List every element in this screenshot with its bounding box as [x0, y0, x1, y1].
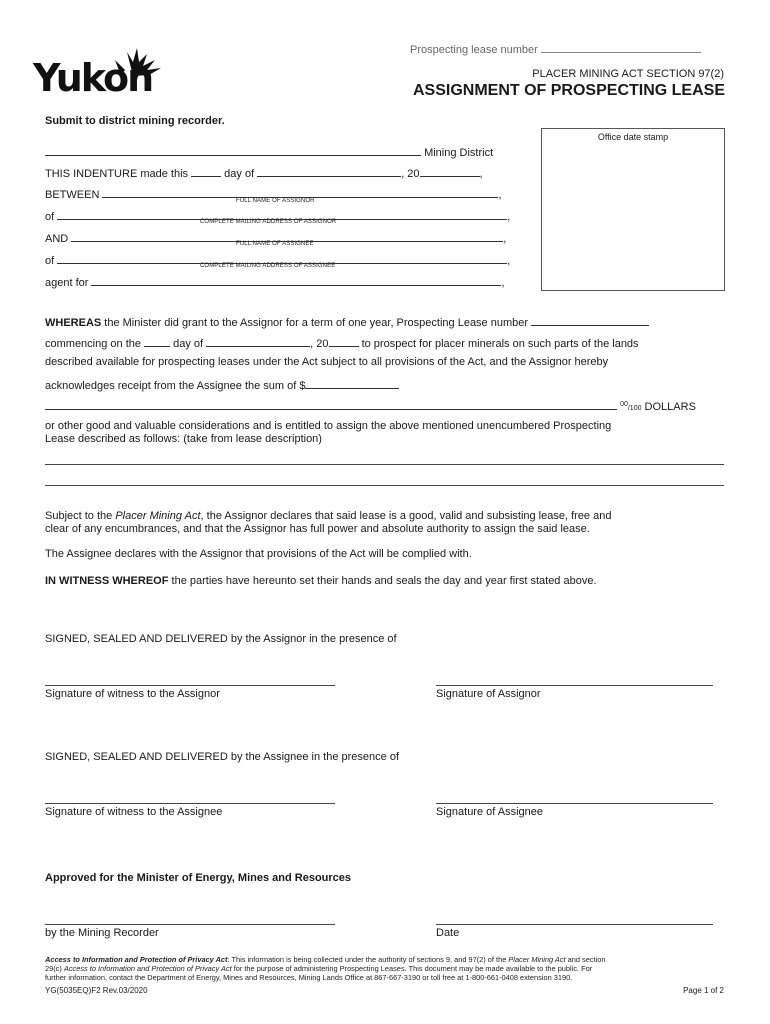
lease-description-line-1[interactable] [45, 464, 724, 465]
whereas-line-1 [45, 314, 649, 329]
subject-pre: Subject to the [45, 510, 113, 522]
assignee-name-caption: FULL NAME OF ASSIGNEE [236, 241, 314, 247]
approval-heading: Approved for the Minister of Energy, Mines and Resources [45, 872, 352, 884]
agent-label: agent for [45, 277, 89, 289]
subject-line-2: clear of any encumbrances, and that the Assignor has full power and absolute authority to assign the said lease. [45, 523, 590, 535]
sum-label: acknowledges receipt from the Assignee the sum of $ [45, 380, 306, 392]
of-label: of [45, 211, 55, 223]
of-label-2: of [45, 255, 55, 267]
act-section: PLACER MINING ACT SECTION 97(2) [532, 68, 724, 80]
yukon-wordmark: Yukon [33, 56, 153, 100]
witness-assignor-signature-line[interactable] [45, 685, 335, 686]
assignor-name-caption: FULL NAME OF ASSIGNOR [236, 198, 315, 204]
whereas-line-6: or other good and valuable considerations and is entitled to assign the above mentioned unencumbered Prospecting [45, 420, 612, 432]
assignor-name-field[interactable] [102, 186, 498, 198]
witness-rest: the parties have hereunto set their hands and seals the day and year first stated above. [171, 575, 597, 587]
yukon-logo [33, 50, 173, 100]
assignor-address-caption: COMPLETE MAILING ADDRESS OF ASSIGNOR [200, 219, 337, 225]
witness-assignor-label: Signature of witness to the Assignor [45, 688, 220, 700]
approval-date-line[interactable] [436, 924, 713, 925]
subject-act: Placer Mining Act [115, 510, 201, 522]
assignor-signature-label: Signature of Assignor [436, 688, 541, 700]
commencing-label: commencing on the [45, 338, 141, 350]
lease-number-row [410, 41, 701, 56]
assignee-address-row: of , [45, 252, 510, 267]
mining-district-row [45, 144, 493, 159]
date-label: Date [436, 927, 460, 939]
whereas-bold: WHEREAS [45, 317, 102, 329]
and-label: AND [45, 233, 69, 245]
assignee-signature-line[interactable] [436, 803, 713, 804]
office-date-stamp-box [541, 128, 725, 291]
privacy-line-3: further information, contact the Department of Energy, Mines and Resources, Mining Lands Office at 867-667-3190 or toll free at 1-800-661-0408 extension 3190. [45, 973, 573, 982]
whereas-line-7: Lease described as follows: (take from lease description) [45, 433, 322, 445]
assignee-declares: The Assignee declares with the Assignor that provisions of the Act will be complied with. [45, 548, 472, 560]
form-code: YG(5035EQ)F2 Rev.03/2020 [45, 986, 148, 995]
privacy-act: Placer Mining Act [508, 955, 566, 964]
cents-sup: 00 [620, 401, 628, 408]
whereas-text-2: to prospect for placer minerals on such parts of the lands [361, 338, 639, 350]
whereas-line-4 [45, 377, 399, 392]
lease-number-field[interactable] [541, 41, 701, 53]
dollars-label: DOLLARS [644, 401, 696, 413]
lease-description-line-2[interactable] [45, 485, 724, 486]
indenture-year-field[interactable] [420, 165, 480, 177]
mining-recorder-signature-line[interactable] [45, 924, 335, 925]
submit-note: Submit to district mining recorder. [45, 115, 225, 127]
mining-district-label: Mining District [424, 147, 494, 159]
agent-field[interactable] [91, 274, 501, 286]
lease-number-label: Prospecting lease number [410, 44, 538, 56]
subject-post: , the Assignor declares that said lease is a good, valid and subsisting lease, free and [200, 510, 612, 522]
privacy-notice [45, 955, 725, 982]
privacy-text-1: : This information is being collected under the authority of sections 9, and 97(2) of the [227, 955, 507, 964]
cents-sub: /100 [627, 405, 642, 412]
commencing-month-field[interactable] [206, 335, 310, 347]
indenture-month-field[interactable] [257, 165, 401, 177]
whereas-line-3: described available for prospecting leases under the Act subject to all provisions of the Act, and the Assignor hereby [45, 356, 609, 368]
witness-assignee-signature-line[interactable] [45, 803, 335, 804]
witness-clause [45, 575, 597, 587]
office-date-stamp-label: Office date stamp [597, 132, 669, 142]
assignee-signature-label: Signature of Assignee [436, 806, 544, 818]
signed-assignee-heading: SIGNED, SEALED AND DELIVERED by the Assignee in the presence of [45, 751, 400, 763]
commencing-year-prefix: , 20 [310, 338, 329, 350]
privacy-line-2 [45, 964, 725, 973]
dollars-row [45, 398, 696, 413]
witness-assignee-label: Signature of witness to the Assignee [45, 806, 223, 818]
page-title: ASSIGNMENT OF PROSPECTING LEASE [412, 82, 725, 99]
witness-bold: IN WITNESS WHEREOF [45, 575, 169, 587]
privacy-line2-pre: 29(c) [45, 964, 62, 973]
and-row: AND , [45, 230, 506, 245]
prospecting-lease-number-field[interactable] [531, 314, 649, 326]
commencing-day-of: day of [173, 338, 204, 350]
commencing-year-field[interactable] [329, 335, 359, 347]
subject-line-1 [45, 510, 611, 522]
whereas-line-2 [45, 335, 639, 350]
dollars-words-field[interactable] [45, 398, 617, 410]
indenture-year-prefix: , 20 [401, 168, 420, 180]
assignee-address-caption: COMPLETE MAILING ADDRESS OF ASSIGNEE [200, 263, 336, 269]
between-label: BETWEEN [45, 189, 100, 201]
indenture-row: THIS INDENTURE made this day of , 20 , [45, 165, 483, 180]
sum-field[interactable] [305, 377, 399, 389]
indenture-prefix: THIS INDENTURE made this [45, 168, 189, 180]
page-number: Page 1 of 2 [683, 986, 724, 995]
privacy-line-1 [45, 955, 725, 964]
agent-row: agent for , [45, 274, 505, 289]
whereas-text-1: the Minister did grant to the Assignor for a term of one year, Prospecting Lease number [104, 317, 529, 329]
signed-assignor-heading: SIGNED, SEALED AND DELIVERED by the Assignor in the presence of [45, 633, 397, 645]
mining-district-field[interactable] [45, 144, 421, 156]
privacy-line2-post: for the purpose of administering Prospecting Leases. This document may be made available to the public. For [231, 964, 593, 973]
indenture-day-field[interactable] [191, 165, 221, 177]
commencing-day-field[interactable] [144, 335, 170, 347]
mining-recorder-label: by the Mining Recorder [45, 927, 159, 939]
privacy-line2-act: Access to Information and Protection of Privacy Act [63, 964, 232, 973]
assignor-signature-line[interactable] [436, 685, 713, 686]
assignor-address-row: of , [45, 208, 510, 223]
privacy-title: Access to Information and Protection of Privacy Act [45, 955, 228, 964]
indenture-day-of: day of [224, 168, 255, 180]
between-row: BETWEEN , [45, 186, 502, 201]
privacy-text-2: and section [565, 955, 606, 964]
